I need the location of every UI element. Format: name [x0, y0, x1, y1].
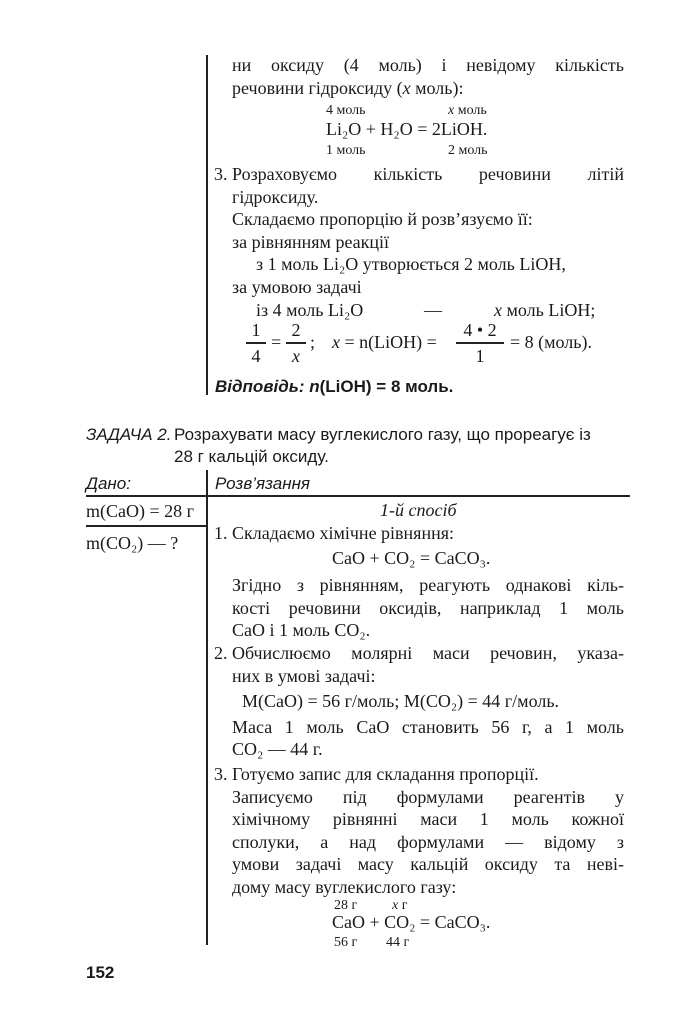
text-line: Складаємо пропорцію й розв’язуємо її: — [232, 209, 533, 229]
given-column-rule — [206, 470, 208, 945]
given-label: Дано: — [86, 474, 131, 493]
text-line: Готуємо запис для складання пропорції. — [232, 764, 539, 784]
task-text: 28 г кальцій оксиду. — [174, 447, 329, 466]
chemical-equation: CaO + CO₂ = CaCO₃. — [332, 548, 491, 568]
equation-annotation-below: 2 моль — [448, 143, 488, 158]
equation-annotation-above: 28 г — [334, 898, 358, 913]
text-line: Складаємо хімічне рівняння: — [232, 523, 455, 543]
header-rule — [86, 495, 630, 497]
equation-annotation-below: 44 г — [386, 935, 410, 950]
find-value: m(CO₂) — ? — [86, 533, 179, 553]
solution-label: Розв’язання — [215, 474, 311, 493]
text-line: — — [424, 300, 442, 320]
answer: Відповідь: n(LiOH) = 8 моль. — [215, 377, 454, 396]
fraction: 2 x — [286, 320, 306, 366]
chemical-equation: CaO + CO₂ = CaCO₃. — [332, 912, 491, 932]
text-line: Розраховуємо кількість речовини літій — [232, 164, 624, 184]
text-line: CO₂ — 44 г. — [232, 739, 323, 759]
method-title: 1-й спосіб — [380, 500, 457, 520]
text-line: хімічному рівнянні маси 1 моль кожної — [232, 809, 624, 829]
text-line: за рівнянням реакції — [232, 232, 390, 252]
text-line: умови задачі масу кальцій оксиду та неві- — [232, 854, 624, 874]
given-value: m(CaO) = 28 г — [86, 501, 195, 521]
proportion-result: = 8 (моль). — [510, 332, 592, 352]
text-line: із 4 моль Li₂O — [256, 300, 364, 320]
text-line: Згідно з рівнянням, реагують однакові кіль- — [232, 575, 624, 595]
text-line: гідроксиду. — [232, 187, 319, 207]
text-line: Маса 1 моль CaO становить 56 г, а 1 моль — [232, 717, 624, 737]
text-line: CaO і 1 моль CO₂. — [232, 620, 371, 640]
text-line: дому масу вуглекислого газу: — [232, 877, 457, 897]
equation-annotation-above: x г — [392, 898, 408, 913]
text-line: Обчислюємо молярні маси речовин, указа- — [232, 643, 624, 663]
task-text: Розрахувати масу вуглекислого газу, що прореагує із — [174, 425, 591, 444]
step-number: 1. — [214, 523, 228, 543]
text-line: з 1 моль Li₂O утворюється 2 моль LiOH, — [256, 254, 566, 274]
given-find-divider — [86, 525, 206, 527]
fraction: 1 4 — [246, 320, 266, 366]
equation-annotation-below: 1 моль — [326, 143, 366, 158]
step-number: 3. — [214, 764, 228, 784]
equation-annotation-below: 56 г — [334, 935, 358, 950]
text-line: за умовою задачі — [232, 277, 362, 297]
text-line: x моль LiOH; — [494, 300, 596, 320]
task-label: ЗАДАЧА 2. — [86, 425, 172, 444]
equation-annotation-above: x моль — [448, 103, 487, 118]
text-line: Записуємо під формулами реагентів у — [232, 787, 624, 807]
step-number: 2. — [214, 643, 228, 663]
text-line: кості речовини оксидів, наприклад 1 моль — [232, 598, 624, 618]
equals-sign: = — [271, 332, 282, 352]
page-number: 152 — [86, 963, 115, 982]
separator: ; — [310, 332, 316, 352]
text-line: речовини гідроксиду (x моль): — [232, 78, 464, 98]
text-line: ни оксиду (4 моль) і невідому кількість — [232, 55, 624, 75]
chemical-equation: Li₂O + H₂O = 2LiOH. — [326, 119, 488, 139]
text-line: них в умові задачі: — [232, 666, 376, 686]
solution-column-rule-top — [206, 55, 208, 395]
molar-mass-equation: M(CaO) = 56 г/моль; M(CO₂) = 44 г/моль. — [242, 691, 560, 711]
step-number: 3. — [214, 164, 228, 184]
proportion-expression: x = n(LiOH) = — [332, 332, 437, 352]
text-line: сполуки, а над формулами — відому з — [232, 832, 624, 852]
equation-annotation-above: 4 моль — [326, 103, 366, 118]
fraction: 4 • 2 1 — [456, 320, 504, 366]
